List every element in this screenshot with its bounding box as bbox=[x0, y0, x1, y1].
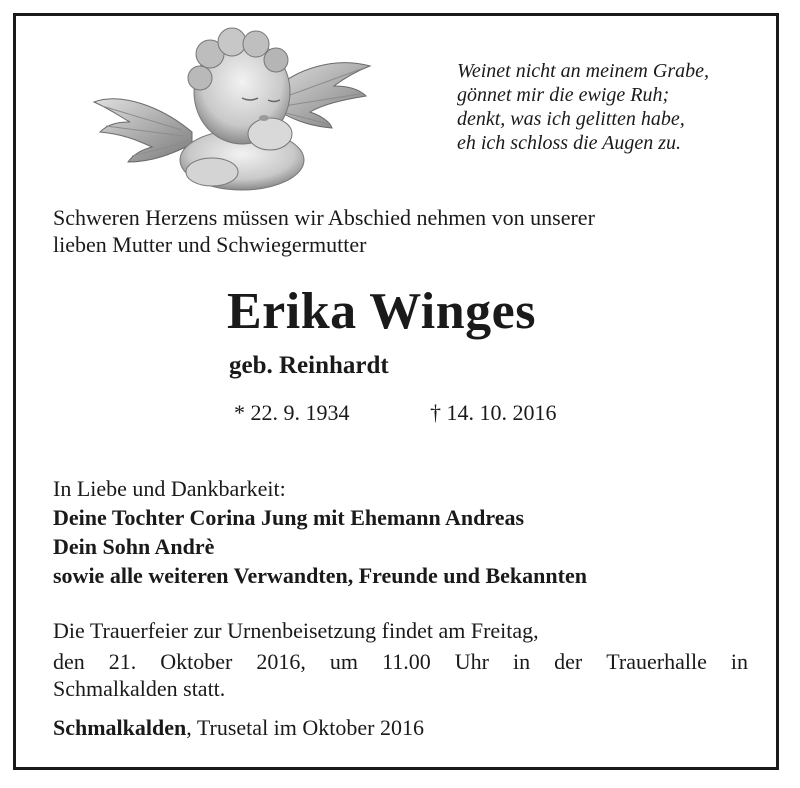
service-word: um bbox=[329, 649, 359, 674]
intro-text bbox=[53, 204, 595, 258]
poem-line: eh ich schloss die Augen zu. bbox=[457, 132, 682, 154]
service-info bbox=[53, 617, 748, 702]
deceased-name: Erika Winges bbox=[227, 283, 536, 340]
service-word: der bbox=[554, 649, 583, 674]
place-rest: , Trusetal im Oktober 2016 bbox=[186, 715, 424, 740]
poem bbox=[457, 59, 709, 155]
intro-line: lieben Mutter und Schwiegermutter bbox=[53, 232, 367, 257]
service-word: 21. bbox=[108, 649, 137, 674]
mourners-heading: In Liebe und Dankbarkeit: bbox=[53, 476, 286, 501]
service-word: 2016, bbox=[256, 649, 306, 674]
service-word: in bbox=[513, 649, 531, 674]
mourners bbox=[53, 474, 587, 590]
poem-line: Weinet nicht an meinem Grabe, bbox=[457, 60, 709, 82]
service-line: Schmalkalden statt. bbox=[53, 676, 226, 701]
place-bold: Schmalkalden bbox=[53, 715, 187, 740]
birth-date: * 22. 9. 1934 bbox=[234, 400, 350, 425]
birth-name: geb. Reinhardt bbox=[229, 352, 389, 379]
death-date: † 14. 10. 2016 bbox=[430, 400, 557, 425]
service-word: den bbox=[53, 649, 85, 674]
service-word: Uhr bbox=[454, 649, 489, 674]
poem-line: denkt, was ich gelitten habe, bbox=[457, 108, 685, 130]
angel-image bbox=[92, 22, 374, 194]
intro-line: Schweren Herzens müssen wir Abschied nehmen von unserer bbox=[53, 205, 595, 230]
mourner-line: Deine Tochter Corina Jung mit Ehemann Andreas bbox=[53, 505, 525, 530]
service-line-justified bbox=[53, 648, 748, 675]
mourner-line: sowie alle weiteren Verwandten, Freunde und Bekannten bbox=[53, 563, 587, 588]
service-word: Oktober bbox=[160, 649, 233, 674]
place-date bbox=[53, 715, 424, 741]
service-word: 11.00 bbox=[382, 649, 431, 674]
service-word: in bbox=[730, 649, 748, 674]
poem-line: gönnet mir die ewige Ruh; bbox=[457, 84, 670, 106]
service-line: Die Trauerfeier zur Urnenbeisetzung findet am Freitag, bbox=[53, 618, 539, 643]
mourner-line: Dein Sohn Andrè bbox=[53, 534, 215, 559]
service-word: Trauerhalle bbox=[606, 649, 707, 674]
